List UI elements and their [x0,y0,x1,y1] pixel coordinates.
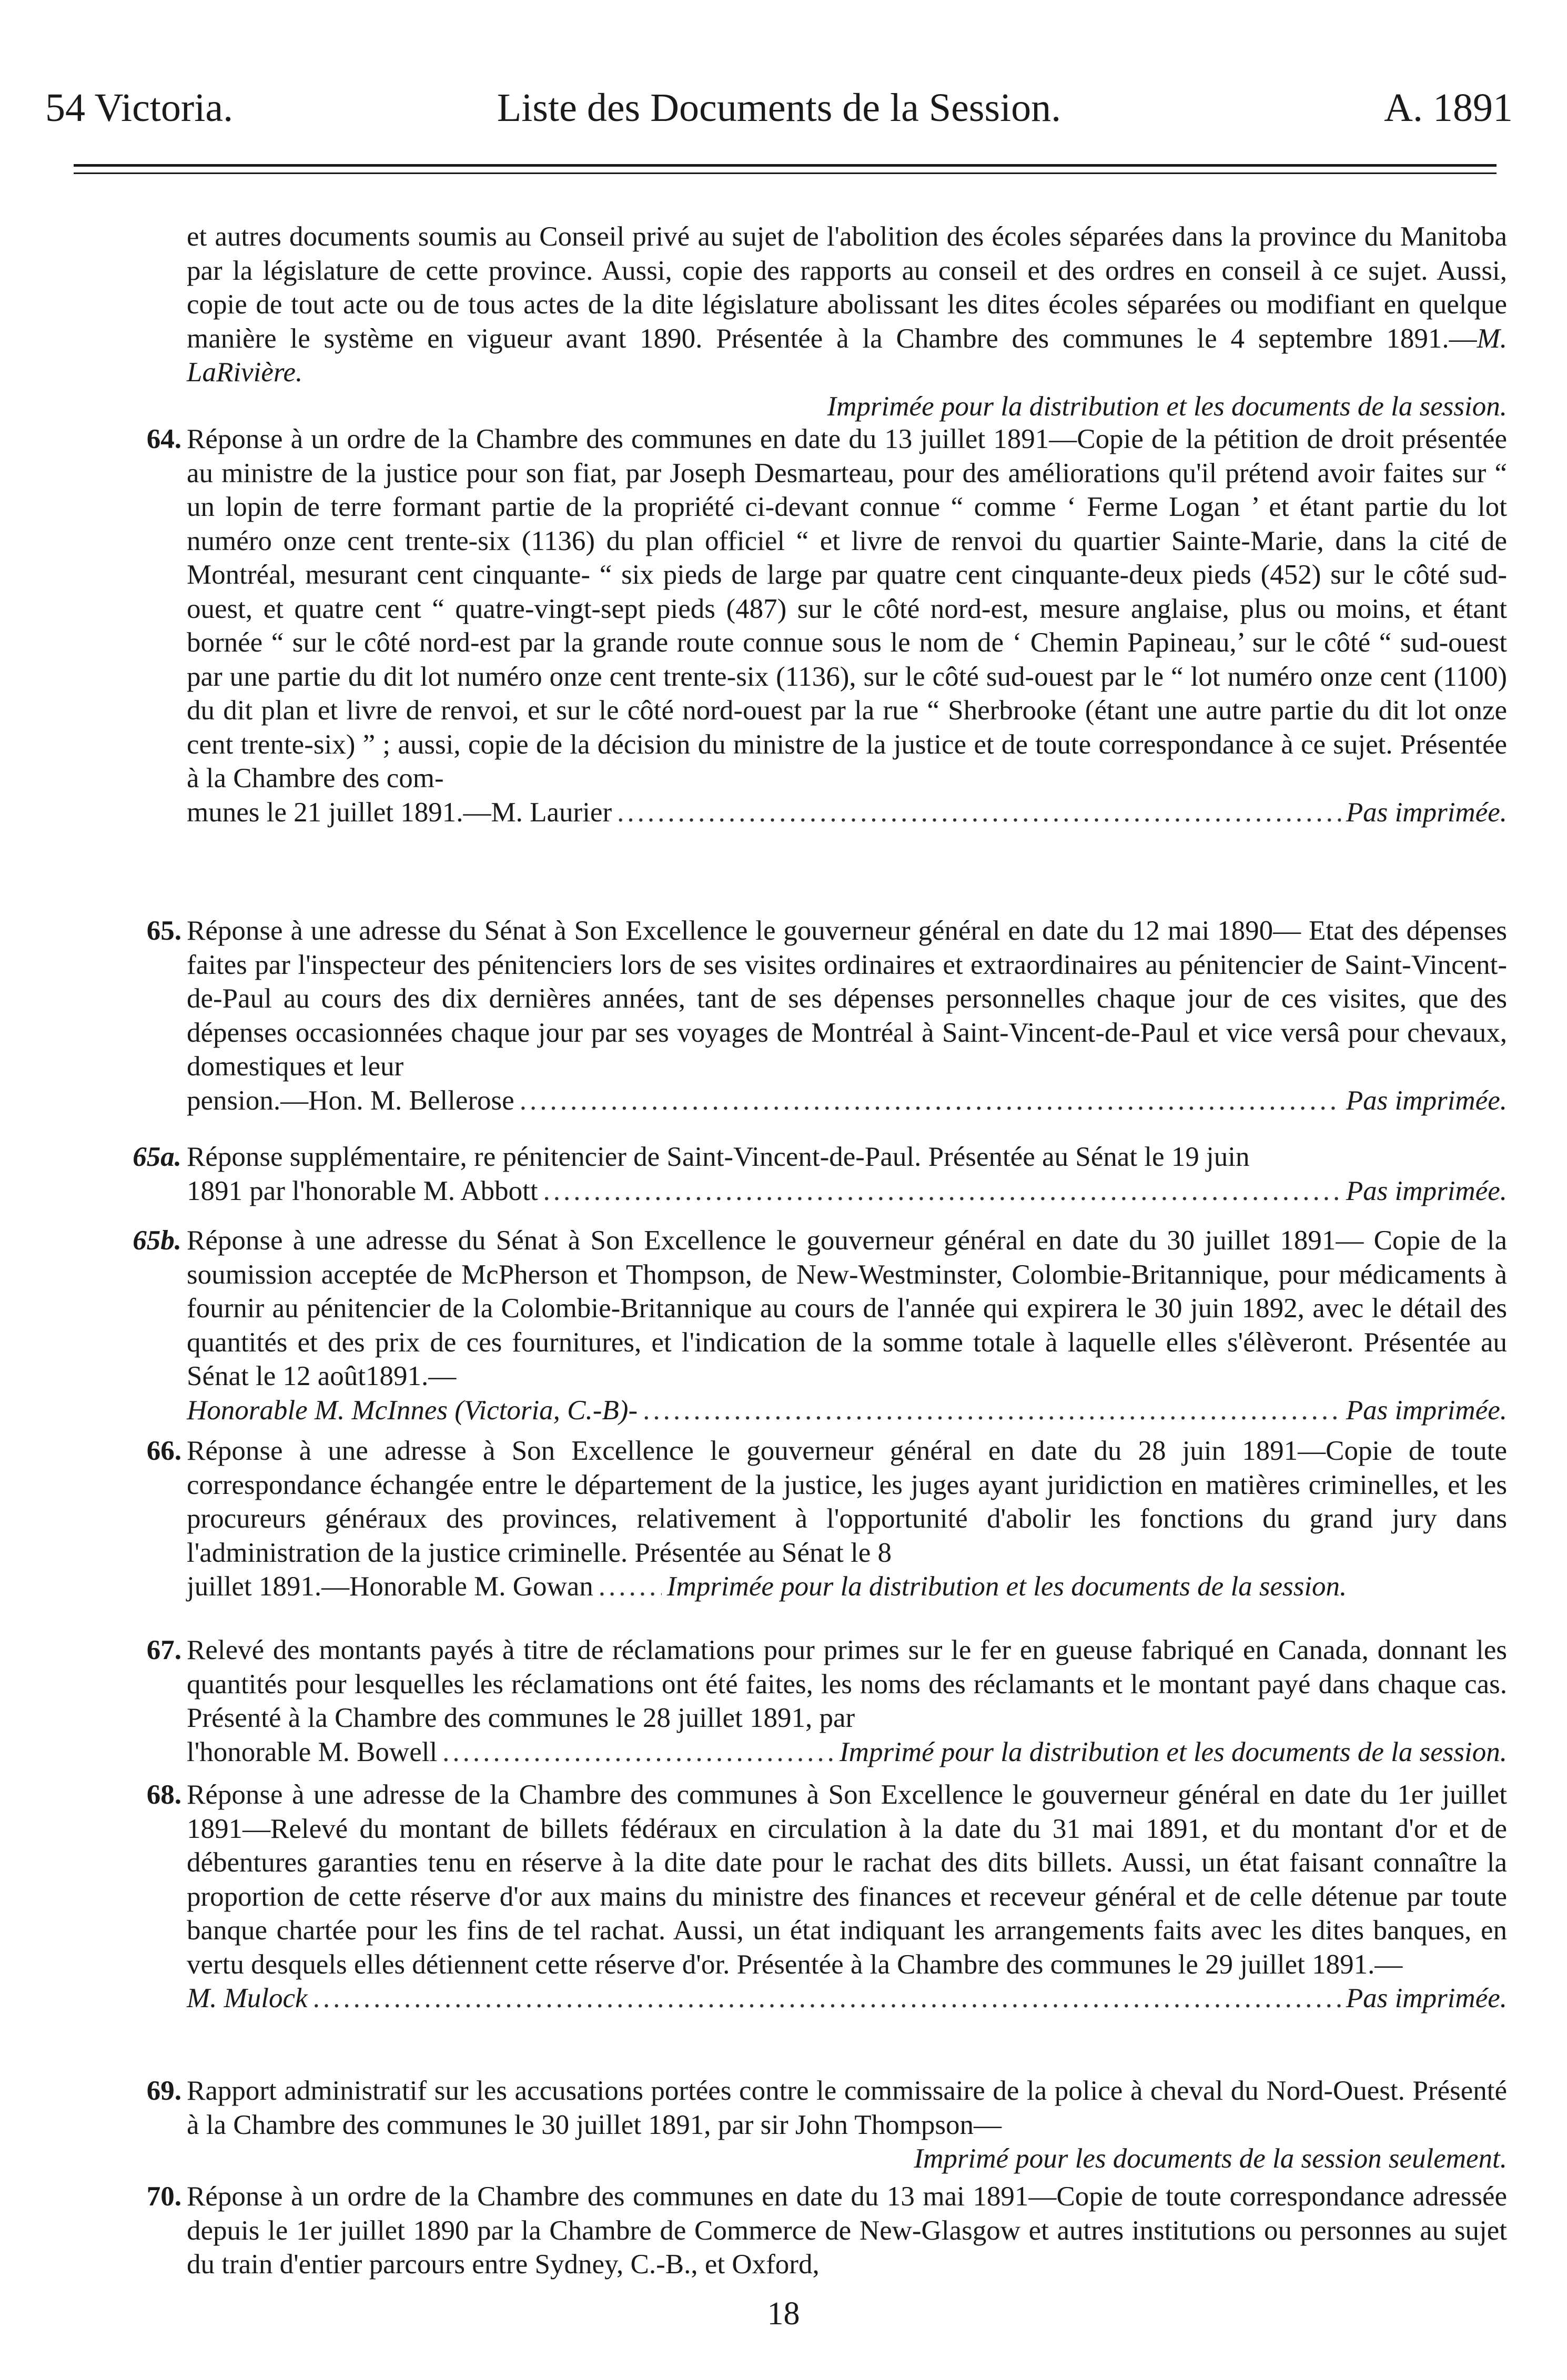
entry-text: Réponse à une adresse à Son Excellence le gouverneur général en date du 28 juin 1891—Copie de toute correspondance échangée entre le département de la justice, les juges ayant juridiction en matières criminelles, et les procureurs généraux des provinces, relativement à l'opportunité d'abolir les fonctions du grand jury dans l'administration de la justice criminelle. Présentée au Sénat le 8 [187,1436,1507,1568]
entry-number: 64. [146,424,181,454]
entry-print-status: Imprimé pour les documents de la session seulement. [914,2143,1507,2174]
entry-70 [146,2180,1507,2282]
entry-65 [146,914,1507,1117]
entry-number: 65a. [133,1142,181,1172]
entry-number: 66. [146,1436,181,1466]
entry-print-status: Imprimée pour la distribution et les documents de la session. [666,1571,1347,1602]
entry-print-status: Pas imprimée. [1346,1175,1507,1206]
entry-number: 70. [146,2181,181,2212]
entry-print-status: Pas imprimée. [1346,1983,1507,2013]
entry-closing-left: Honorable M. McInnes (Victoria, C.-B)- [187,1395,638,1426]
entry-68 [146,1778,1507,2016]
entry-64 [146,422,1507,829]
entry-number: 68. [146,1779,181,1810]
entry-text: Réponse à une adresse de la Chambre des communes à Son Excellence le gouverneur général en date du 1er juillet 1891—Relevé du montant de billets fédéraux en circulation à la date du 31 mai 1891, et du montant d'or et de débentures garanties tenu en réserve à la dite date pour le rachat des dits billets. Aussi, un état faisant connaître la proportion de cette réserve d'or aux mains du ministre des finances et receveur général et de celle détenue par toute banque chartée pour les fins de tel rachat. Aussi, un état indiquant les arrangements faits avec les dites banques, en vertu desquels elles détiennent cette réserve d'or. Présentée à la Chambre des communes le 29 juillet 1891.— [187,1779,1507,1980]
dot-leader [617,796,1341,830]
entry-print-status: Pas imprimée. [1346,1085,1507,1116]
entry-number: 65b. [133,1225,181,1256]
entry-closing-left: juillet 1891.—Honorable M. Gowan [187,1571,593,1602]
entry-closing-line [187,1981,1507,2016]
dot-leader [442,1735,834,1769]
entry-69 [146,2074,1507,2176]
entry-closing-line [187,1570,1507,1604]
entry-continuation [187,220,1507,423]
entry-closing-line [187,1735,1507,1769]
entry-text: et autres documents soumis au Conseil privé au sujet de l'abolition des écoles séparées dans la province du Manitoba par la législature de cette province. Aussi, copie des rapports au conseil et des ordres en conseil à ce sujet. Aussi, copie de tout acte ou de tous actes de la dite législature abolissant les dites écoles séparées ou modifiant en quelque manière le système en vigueur avant 1890. Présentée à la Chambre des communes le 4 septembre 1891.— [187,221,1507,354]
dot-leader [313,1981,1341,2016]
entry-text: Réponse à un ordre de la Chambre des communes en date du 13 juillet 1891—Copie de la pétition de droit présentée au ministre de la justice pour son fiat, par Joseph Desmarteau, pour des améliorations qu'il prétend avoir faites sur “ un lopin de terre formant partie de la propriété ci-devant connue “ comme ‘ Ferme Logan ’ et étant partie du lot numéro onze cent trente-six (1136) du plan officiel “ et livre de renvoi du quartier Sainte-Marie, dans la cité de Montréal, mesurant cent cinquante- “ six pieds de large par quatre cent cinquante-deux pieds (452) sur le côté sud-ouest, et quatre cent “ quatre-vingt-sept pieds (487) sur le côté nord-est, mesure anglaise, plus ou moins, et étant bornée “ sur le côté nord-est par la grande route connue sous le nom de ‘ Chemin Papineau,’ sur le côté “ sud-ouest par une partie du dit lot numéro onze cent trente-six (1136), sur le côté sud-ouest par le “ lot numéro onze cent (1100) du dit plan et livre de renvoi, et sur le côté nord-ouest par la rue “ Sherbrooke (étant une autre partie du dit lot onze cent trente-six) ” ; aussi, copie de la décision du ministre de la justice et de toute correspondance à ce sujet. Présentée à la Chambre des com- [187,424,1507,794]
entry-print-status: Pas imprimée. [1346,797,1507,828]
entry-65b [133,1224,1507,1427]
entry-print-status: Imprimé pour la distribution et les documents de la session. [840,1736,1507,1767]
entry-closing-left: M. Mulock [187,1983,308,2013]
entry-text: Réponse à une adresse du Sénat à Son Excellence le gouverneur général en date du 30 juillet 1891— Copie de la soumission acceptée de McPherson et Thompson, de New-Westminster, Colombie-Britannique, pour médicaments à fournir au pénitencier de la Colombie-Britannique au cours de l'année qui expirera le 30 juin 1892, avec le détail des quantités et des prix de ces fournitures, et l'indication de la somme totale à laquelle elles s'élèveront. Présentée au Sénat le 12 août1891.— [187,1225,1507,1391]
entry-text: Réponse supplémentaire, re pénitencier de Saint-Vincent-de-Paul. Présentée au Sénat le 19 juin [187,1142,1250,1172]
dot-leader [599,1570,662,1604]
entry-print-status: Imprimée pour la distribution et les documents de la session. [827,391,1507,422]
entry-closing-left: l'honorable M. Bowell [187,1736,438,1767]
entry-closing-left: munes le 21 juillet 1891.—M. Laurier [187,797,612,828]
entry-number: 67. [146,1635,181,1665]
entry-closing-line [187,796,1507,830]
page-number: 18 [767,2296,800,2332]
dot-leader [520,1084,1341,1118]
entry-text: Relevé des montants payés à titre de réclamations pour primes sur le fer en gueuse fabriqué en Canada, donnant les quantités pour lesquelles les réclamations ont été faites, les noms des réclamants et le montant payé dans chaque cas. Présenté à la Chambre des communes le 28 juillet 1891, par [187,1635,1507,1733]
header-year: A. 1891 [1384,86,1513,130]
entry-text: Réponse à un ordre de la Chambre des communes en date du 13 mai 1891—Copie de toute correspondance adressée depuis le 1er juillet 1890 par la Chambre de Commerce de New-Glasgow et autres institutions ou personnes au sujet du train d'entier parcours entre Sydney, C.-B., et Oxford, [187,2181,1507,2280]
entry-text: Réponse à une adresse du Sénat à Son Excellence le gouverneur général en date du 12 mai 1890— Etat des dépenses faites par l'inspecteur des pénitenciers lors de ses visites ordinaires et extraordinaires au pénitencier de Saint-Vincent-de-Paul au cours des dix dernières années, tant de ses dépenses personnelles chaque jour de ces visites, que des dépenses occasionnées chaque jour par ses voyages de Montréal à Saint-Vincent-de-Paul et vice versâ pour chevaux, domestiques et leur [187,916,1507,1082]
entry-number: 69. [146,2076,181,2106]
entry-closing-line [187,1174,1507,1208]
entry-closing-line [187,1394,1507,1428]
entry-closing-left: pension.—Hon. M. Bellerose [187,1085,514,1116]
entry-65a [133,1140,1507,1208]
entry-number: 65. [146,916,181,946]
header-regnal-year: 54 Victoria. [45,86,234,130]
entry-closing-line [187,1084,1507,1118]
entry-closing-left: 1891 par l'honorable M. Abbott [187,1175,538,1206]
dot-leader [543,1174,1341,1208]
entry-67 [146,1633,1507,1769]
entry-author: M. LaRivière. [187,323,1507,388]
header-title: Liste des Documents de la Session. [497,86,1061,130]
entry-print-status: Pas imprimée. [1346,1395,1507,1426]
entry-text: Rapport administratif sur les accusations portées contre le commissaire de la police à cheval du Nord-Ouest. Présenté à la Chambre des communes le 30 juillet 1891, par sir John Thompson— [187,2076,1507,2140]
entry-66 [146,1434,1507,1604]
dot-leader [643,1394,1341,1428]
